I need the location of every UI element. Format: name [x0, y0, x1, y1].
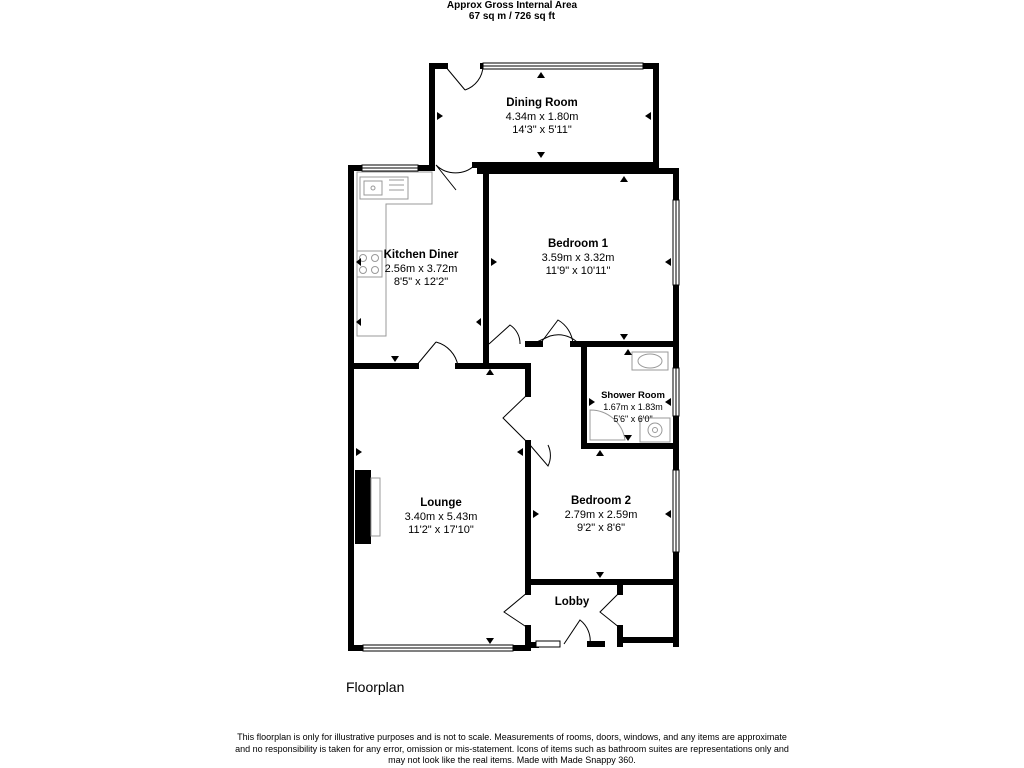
dining-room-imperial: 14'3" x 5'11"	[512, 124, 572, 136]
bedroom-1-imperial: 11'9" x 10'11"	[545, 265, 611, 277]
kitchen-diner-name: Kitchen Diner	[383, 249, 459, 261]
disclaimer	[200, 732, 824, 767]
disclaimer-line-2: and no responsibility is taken for any error, omission or mis-statement. Icons of items such as bathroom suites are representations only and	[235, 743, 789, 754]
shower-room-name: Shower Room	[601, 390, 665, 401]
room-lobby	[555, 596, 590, 608]
bedroom-2-metric: 2.79m x 2.59m	[564, 509, 638, 521]
lounge-name: Lounge	[420, 497, 462, 509]
walls	[351, 66, 676, 648]
area-header-value: 67 sq m / 726 sq ft	[468, 11, 556, 22]
dining-room-name: Dining Room	[506, 97, 578, 109]
area-header-title: Approx Gross Internal Area	[446, 0, 578, 11]
shower-room-metric: 1.67m x 1.83m	[603, 402, 663, 412]
room-bedroom-2	[565, 495, 638, 534]
dining-room-metric: 4.34m x 1.80m	[505, 111, 579, 123]
windows	[362, 63, 679, 651]
dimension-arrows	[356, 72, 671, 644]
lounge-imperial: 11'2" x 17'10"	[408, 524, 474, 536]
lobby-name: Lobby	[554, 596, 590, 608]
bedroom-1-name: Bedroom 1	[547, 238, 609, 250]
bedroom-1-metric: 3.59m x 3.32m	[541, 252, 615, 264]
doors	[416, 66, 620, 644]
bedroom-2-name: Bedroom 2	[570, 495, 632, 507]
room-dining	[506, 97, 579, 136]
room-bedroom-1	[542, 238, 615, 277]
room-kitchen-diner	[384, 249, 459, 288]
shower-room-imperial: 5'6" x 6'0"	[613, 414, 653, 424]
bedroom-2-imperial: 9'2" x 8'6"	[576, 522, 626, 534]
lounge-metric: 3.40m x 5.43m	[404, 511, 478, 523]
disclaimer-line-3: may not look like the real items. Made with Made Snappy 360.	[388, 755, 636, 765]
room-lounge	[405, 497, 478, 536]
floorplan-title: Floorplan	[346, 679, 405, 695]
kitchen-diner-imperial: 8'5" x 12'2"	[393, 276, 449, 288]
kitchen-diner-metric: 2.56m x 3.72m	[384, 263, 458, 275]
disclaimer-line-1: This floorplan is only for illustrative purposes and is not to scale. Measurements of rooms, doors, windows, and any items are approximate	[237, 732, 787, 742]
fireplace	[355, 470, 380, 544]
